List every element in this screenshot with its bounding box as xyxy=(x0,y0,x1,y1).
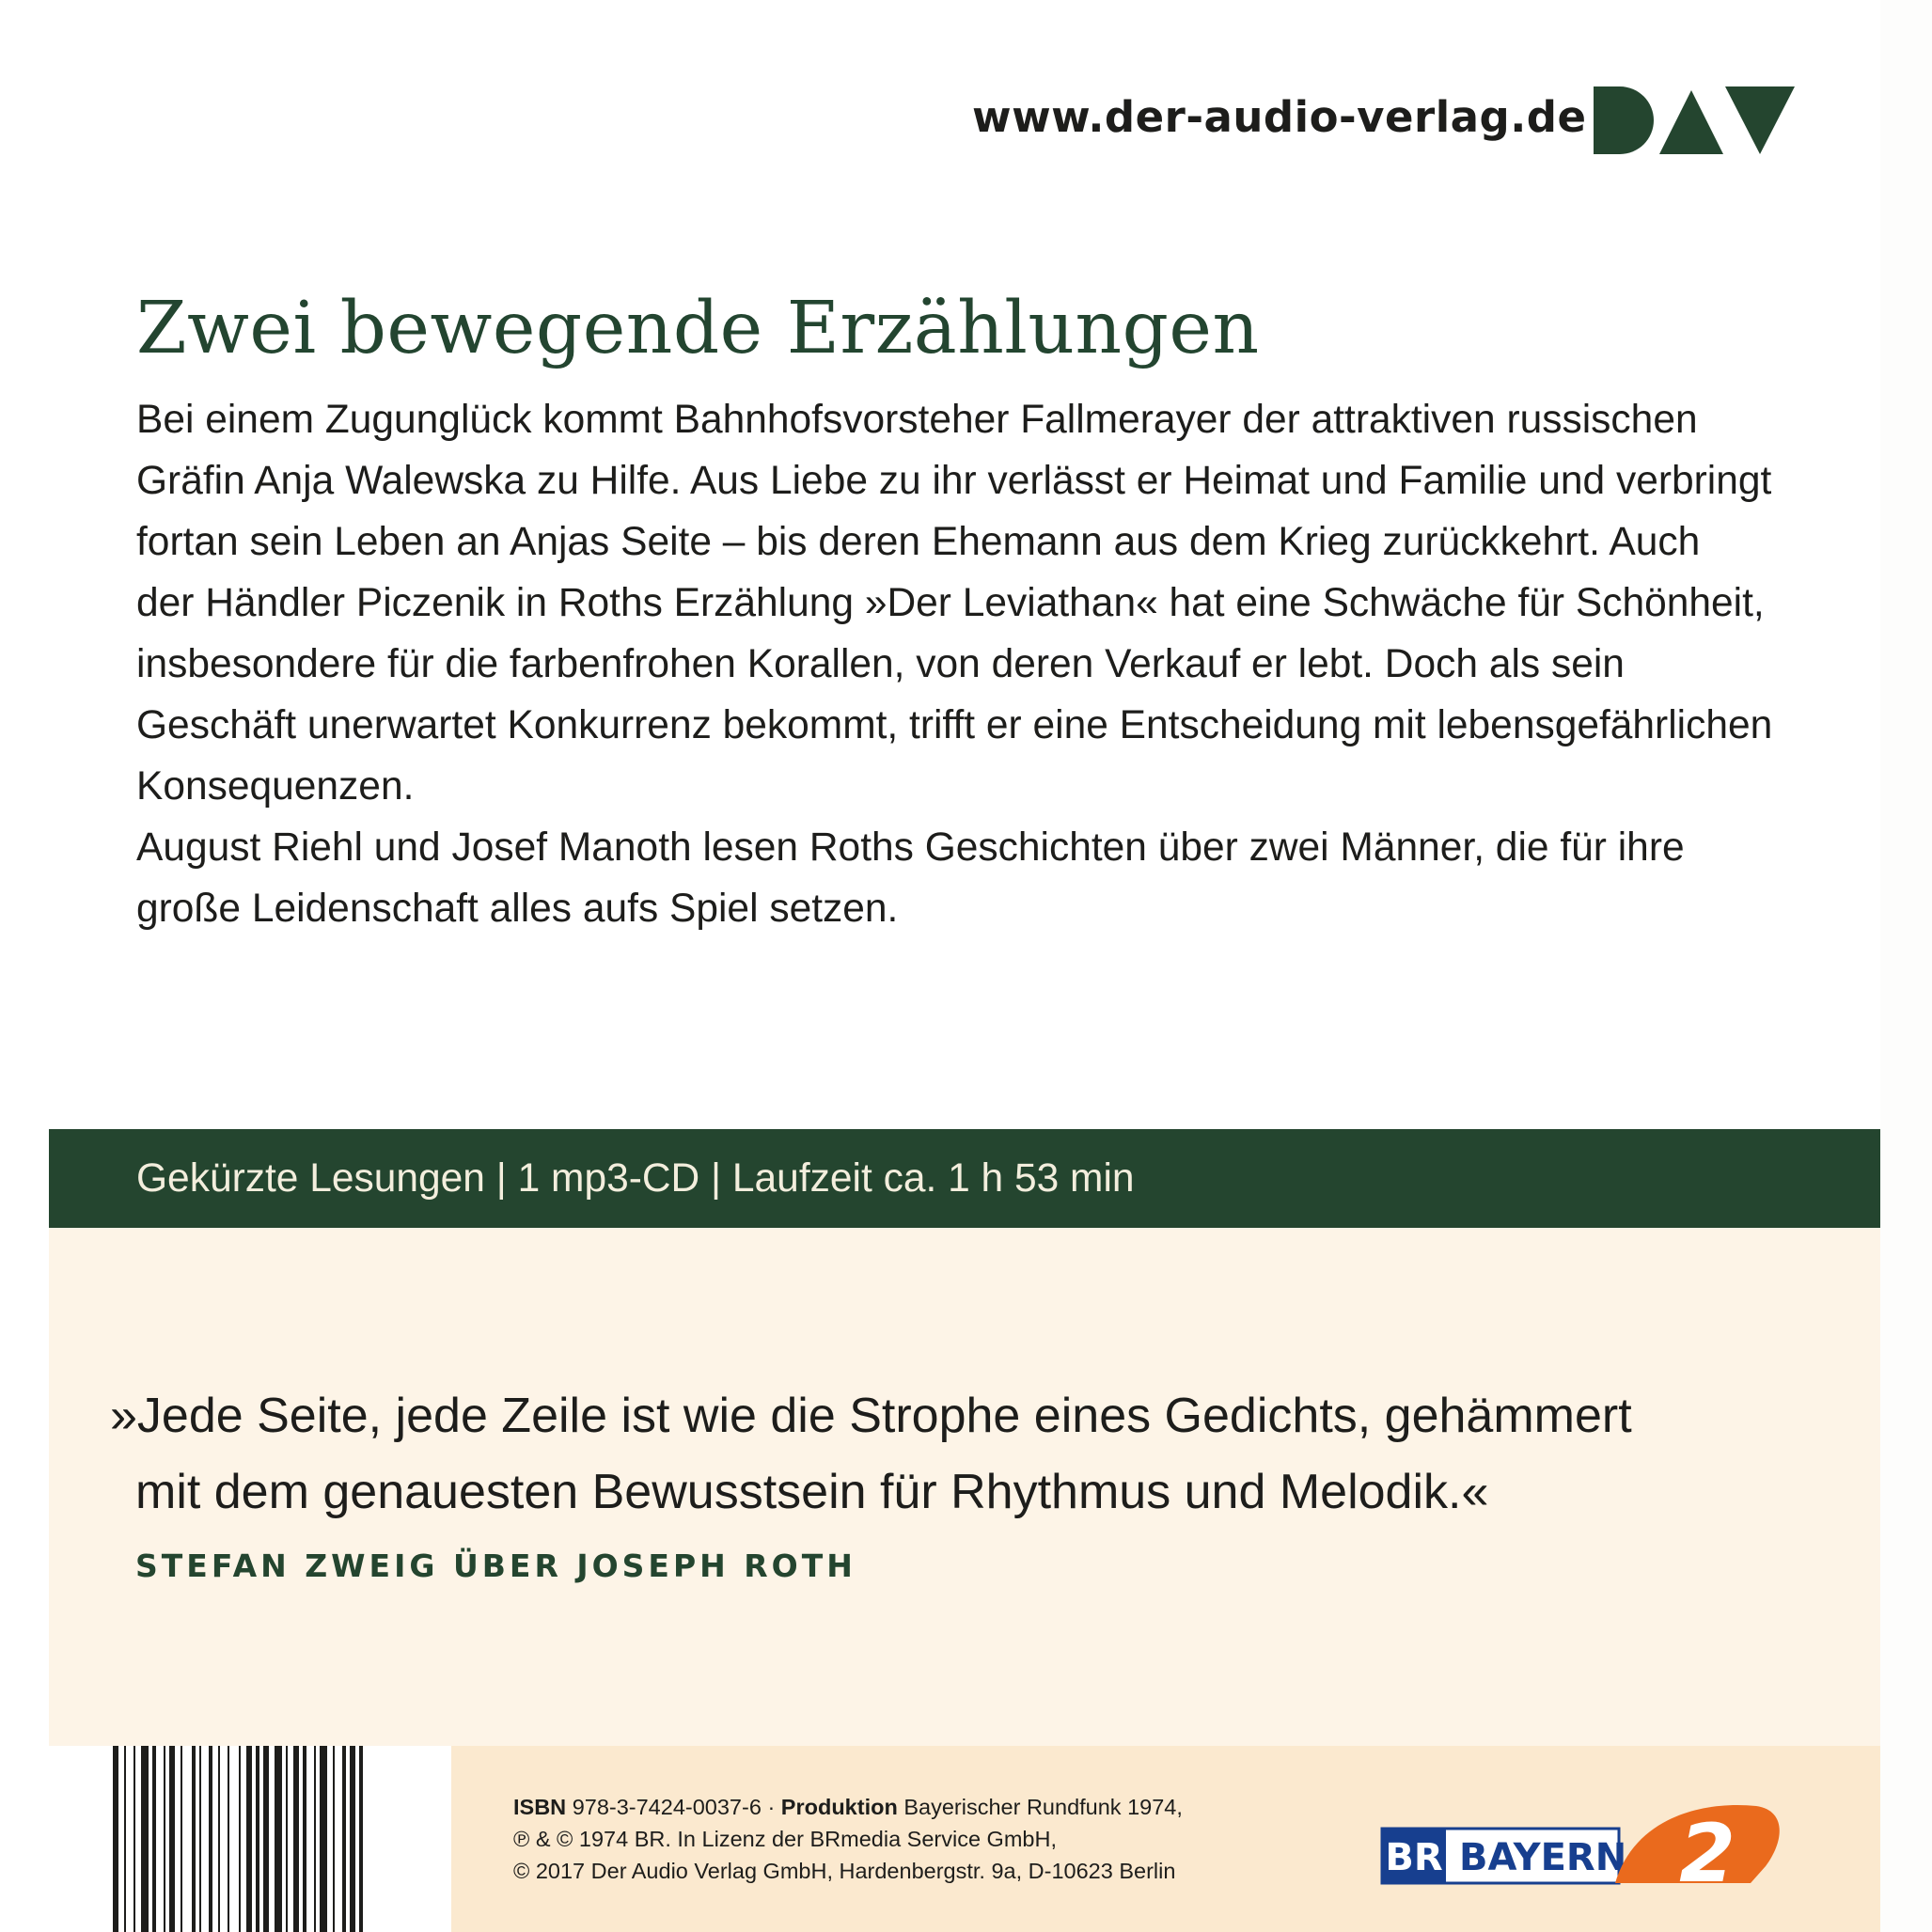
description-line: der Händler Piczenik in Roths Erzählung »Der Leviathan« hat eine Schwäche für Schönheit, xyxy=(136,581,1765,625)
barcode-bar xyxy=(228,1746,229,1932)
description xyxy=(136,389,1829,939)
description-line: Gräfin Anja Walewska zu Hilfe. Aus Liebe zu ihr verlässt er Heimat und Familie und verbringt xyxy=(136,459,1772,503)
barcode-bar xyxy=(246,1746,252,1932)
imprint-line: ℗ & © 1974 BR. In Lizenz der BRmedia Service GmbH, xyxy=(513,1827,1057,1851)
barcode-area xyxy=(49,1746,451,1932)
barcode-bar xyxy=(218,1746,220,1932)
barcode-bar xyxy=(169,1746,175,1932)
barcode-bar xyxy=(124,1746,126,1932)
quote-line: »Jede Seite, jede Zeile ist wie die Strophe eines Gedichts, gehämmert xyxy=(110,1389,1632,1443)
barcode-bar xyxy=(350,1746,355,1932)
isbn-number: 978-3-7424-0037-6 xyxy=(572,1795,762,1819)
barcode-bar xyxy=(275,1746,282,1932)
description-line: Konsequenzen. xyxy=(136,764,415,809)
page-title: Zwei bewegende Erzählungen xyxy=(136,287,1260,370)
description-line: insbesondere für die farbenfrohen Korallen, von deren Verkauf er lebt. Doch als sein xyxy=(136,642,1625,686)
barcode-bar xyxy=(199,1746,201,1932)
barcode-bar xyxy=(192,1746,196,1932)
info-band xyxy=(49,1129,1880,1228)
publisher-url[interactable]: www.der-audio-verlag.de xyxy=(972,92,1587,142)
barcode-bar xyxy=(113,1746,118,1932)
barcode-bar xyxy=(314,1746,316,1932)
imprint xyxy=(513,1791,1183,1887)
bayern-number: 2 xyxy=(1679,1807,1736,1894)
barcode-bar xyxy=(256,1746,259,1932)
barcode-bar xyxy=(320,1746,327,1932)
barcode-bar xyxy=(152,1746,156,1932)
br-mark: BR xyxy=(1385,1836,1443,1879)
bayern-text: BAYERN xyxy=(1459,1836,1627,1879)
right-edge-strip xyxy=(1880,0,1932,1932)
barcode-bar xyxy=(134,1746,135,1932)
barcode-bar xyxy=(293,1746,299,1932)
barcode-bar xyxy=(263,1746,269,1932)
format-info: Gekürzte Lesungen | 1 mp3-CD | Laufzeit ca. 1 h 53 min xyxy=(136,1156,1135,1201)
footer-panel xyxy=(451,1746,1880,1932)
quote-line: mit dem genauesten Bewusstsein für Rhythmus und Melodik.« xyxy=(135,1465,1489,1519)
barcode-bar xyxy=(333,1746,335,1932)
description-line: Geschäft unerwartet Konkurrenz bekommt, trifft er eine Entscheidung mit lebensgefährlichen xyxy=(136,703,1773,747)
barcode-bar xyxy=(164,1746,165,1932)
dav-logo-icon xyxy=(1594,86,1795,154)
barcode-bar xyxy=(286,1746,288,1932)
barcode-bar xyxy=(359,1746,363,1932)
isbn-label: ISBN xyxy=(513,1795,567,1819)
description-line: August Riehl und Josef Manoth lesen Roths Geschichten über zwei Männer, die für ihre xyxy=(136,825,1685,870)
barcode-icon xyxy=(113,1746,438,1932)
barcode-bar xyxy=(303,1746,306,1932)
imprint-line xyxy=(513,1791,1183,1823)
bayern2-logo-icon xyxy=(1380,1800,1783,1894)
quote-panel xyxy=(49,1228,1880,1746)
description-line: fortan sein Leben an Anjas Seite – bis deren Ehemann aus dem Krieg zurückkehrt. Auch xyxy=(136,520,1701,564)
description-line: große Leidenschaft alles aufs Spiel setzen. xyxy=(136,887,899,931)
production-label: Produktion xyxy=(780,1795,898,1819)
barcode-bar xyxy=(209,1746,212,1932)
separator: · xyxy=(767,1795,776,1819)
barcode-bar xyxy=(342,1746,346,1932)
description-line: Bei einem Zugunglück kommt Bahnhofsvorsteher Fallmerayer der attraktiven russischen xyxy=(136,398,1698,442)
production-info: Bayerischer Rundfunk 1974, xyxy=(903,1795,1183,1819)
barcode-bar xyxy=(181,1746,182,1932)
quote xyxy=(110,1378,1632,1531)
imprint-line: © 2017 Der Audio Verlag GmbH, Hardenbergstr. 9a, D-10623 Berlin xyxy=(513,1859,1176,1883)
barcode-bar xyxy=(239,1746,241,1932)
barcode-bar xyxy=(141,1746,149,1932)
quote-attribution: STEFAN ZWEIG ÜBER JOSEPH ROTH xyxy=(135,1547,856,1584)
